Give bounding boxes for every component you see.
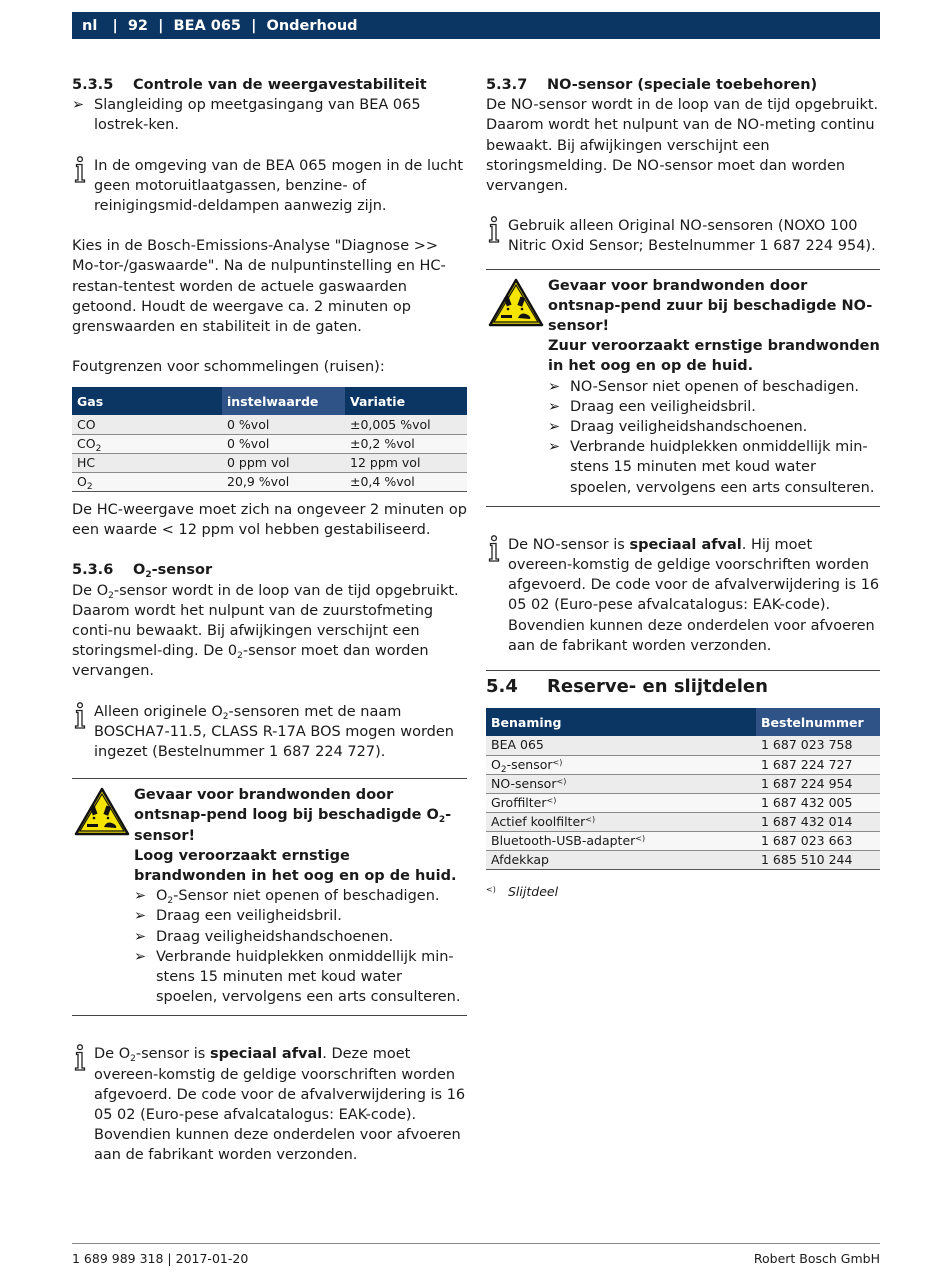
order-number: 1 687 023 758 [756, 736, 880, 755]
column-header: Benaming [486, 708, 756, 736]
section-5-3-7-heading [486, 75, 880, 95]
corrosive-warning-icon [488, 278, 544, 328]
right-column [486, 75, 880, 899]
note-text: In de omgeving van de BEA 065 mogen in de lucht geen motoruitlaatgassen, benzine- of reinigingsmid-deldampen aanwezig zijn. [94, 157, 464, 215]
section-5-4-heading [486, 674, 880, 700]
warning-item: ➢ Draag veiligheidshandschoenen. [134, 927, 467, 947]
arrow-bullet-icon: ➢ [72, 97, 85, 114]
note-text: Alleen originele $O_2$-sensoren met de naam BOSCHA7-11.5, CLASS R-17A BOS mogen worden ingezet (Bestelnummer 1 687 224 727). [94, 703, 454, 760]
table-row: NO-sensor<) 1 687 224 954 [486, 774, 880, 793]
table-row: Groffilter<) 1 687 432 005 [486, 793, 880, 812]
section-number: 5.3.7 [486, 77, 528, 93]
arrow-bullet-icon: ➢ [134, 908, 147, 925]
column-header: instelwaarde [222, 387, 345, 415]
doc-date: 2017-01-20 [175, 1251, 249, 1266]
noise-limits-table [72, 387, 467, 492]
step-item [72, 95, 467, 135]
gas-name: CO [77, 435, 96, 451]
section-5-3-5-heading [72, 75, 467, 95]
arrow-bullet-icon: ➢ [548, 419, 561, 436]
order-number: 1 687 432 014 [756, 812, 880, 831]
info-icon [72, 1044, 88, 1072]
warning-item: ➢ Verbrande huidplekken onmiddellijk min-stens 15 minuten met koud water spoelen, vervolgens een arts consulteren. [134, 948, 461, 1006]
order-number: 1 685 510 244 [756, 850, 880, 869]
table-row: Bluetooth-USB-adapter<) 1 687 023 663 [486, 831, 880, 850]
arrow-bullet-icon: ➢ [134, 888, 147, 905]
section-title: Reserve- en slijtdelen [547, 676, 768, 698]
note-text: Gebruik alleen Original NO-sensoren (NOXO 100 Nitric Oxid Sensor; Bestelnummer 1 687 224 954). [508, 218, 876, 255]
column-header: Variatie [345, 387, 467, 415]
table-row [72, 472, 467, 491]
warning-title: Gevaar voor brandwonden door ontsnap-pend zuur bij beschadigde NO-sensor! [548, 277, 873, 335]
section-5-3-6-heading [72, 560, 467, 580]
section-5-4 [486, 670, 880, 700]
order-number: 1 687 224 954 [756, 774, 880, 793]
footer-company: Robert Bosch GmbH [753, 1251, 880, 1266]
body-paragraph: Kies in de Bosch-Emissions-Analyse "Diagnose >> Mo-tor-/gaswaarde". Na de nulpuntinstelling en HC-restan-tentest worden de actuele gaswaarden getoond. Houdt de weergave ca. 2 minuten op grenswaarden en stabiliteit in de gaten. [72, 238, 446, 336]
table-row: Actief koolfilter<) 1 687 432 014 [486, 812, 880, 831]
warning-box [72, 778, 467, 1016]
order-number: 1 687 224 727 [756, 755, 880, 774]
arrow-bullet-icon: ➢ [548, 439, 561, 456]
note-text: De NO-sensor is speciaal afval. Hij moet overeen-komstig de geldige voorschriften worden afgevoerd. De code voor de afvalverwijdering is 16 05 02 (Euro-pese afvalcatalogus: EAK-code). Bovendien kunnen deze onderdelen voor afvoeren aan de fabrikant worden verzonden. [508, 536, 880, 654]
footnote [486, 884, 880, 899]
arrow-bullet-icon: ➢ [548, 378, 561, 395]
left-column [72, 75, 467, 1166]
gas-subscript: 2 [86, 481, 93, 492]
column-header: Bestelnummer [756, 708, 880, 736]
info-note [486, 535, 880, 656]
page-footer [72, 1251, 880, 1266]
warning-item: ➢ $O_2$-Sensor niet openen of beschadigen. [134, 888, 440, 907]
section-number: 5.3.6 [72, 562, 114, 579]
variation: 12 ppm vol [345, 453, 467, 472]
footnote-text: Slijtdeel [508, 883, 559, 899]
set-value: 0 %vol [222, 434, 345, 453]
info-icon [72, 156, 88, 184]
spare-parts-table [486, 708, 880, 870]
warning-item: ➢ Draag een veiligheidsbril. [548, 397, 880, 417]
arrow-bullet-icon: ➢ [548, 398, 561, 415]
gas-name: HC [77, 454, 96, 470]
header-lang: nl [82, 17, 98, 34]
table-row [72, 434, 467, 453]
variation: ±0,4 %vol [345, 472, 467, 491]
footnote-mark: <) [486, 884, 496, 894]
variation: ±0,2 %vol [345, 434, 467, 453]
table-row: BEA 065 1 687 023 758 [486, 736, 880, 755]
header-product: BEA 065 [173, 17, 242, 34]
warning-item: ➢ Verbrande huidplekken onmiddellijk min-stens 15 minuten met koud water spoelen, vervolgens een arts consulteren. [548, 439, 875, 496]
order-number: 1 687 023 663 [756, 831, 880, 850]
page-header: nl | 92 | BEA 065 | Onderhoud [72, 12, 880, 39]
note-text: De $O_2$-sensor is speciaal afval. Deze moet overeen-komstig de geldige voorschriften worden afgevoerd. De code voor de afvalverwijdering is 16 05 02 (Euro-pese afvalcatalogus: EAK-code). Bovendien kunnen deze onderdelen voor afvoeren aan de fabrikant worden verzonden. [94, 1046, 466, 1164]
warning-item: ➢ Draag een veiligheidsbril. [134, 906, 467, 926]
body-paragraph: De $O_2$-sensor wordt in de loop van de tijd opgebruikt. Daarom wordt het nulpunt van de zuurstofmeting conti-nu bewaakt. Bij afwijkingen verschijnt een storingsmel-ding. De $0_2$-sensor moet dan worden vervangen. [72, 582, 459, 680]
warning-box [486, 269, 880, 507]
body-paragraph: Foutgrenzen voor schommelingen (ruisen): [72, 359, 385, 376]
arrow-bullet-icon: ➢ [134, 948, 147, 965]
info-note [72, 702, 467, 763]
gas-subscript: 2 [95, 443, 102, 454]
table-row: $O_2-sensor^{<)}$ 1 687 224 727 [486, 755, 880, 774]
table-row: Afdekkap 1 685 510 244 [486, 850, 880, 869]
warning-list [134, 886, 467, 1007]
section-number: 5.4 [486, 676, 518, 698]
info-note [72, 156, 467, 217]
section-title: NO-sensor (speciale toebehoren) [547, 77, 818, 93]
info-icon [72, 702, 88, 730]
warning-item: ➢ Draag veiligheidshandschoenen. [548, 417, 880, 437]
step-text: Slangleiding op meetgasingang van BEA 065 lostrek-ken. [94, 97, 421, 134]
warning-text: Loog veroorzaakt ernstige brandwonden in het oog en op de huid. [134, 847, 457, 884]
gas-name: CO [77, 416, 96, 432]
section-title: $O_2$-sensor [133, 562, 213, 581]
step-list [72, 95, 467, 135]
warning-list [548, 377, 880, 498]
header-section: Onderhoud [266, 17, 358, 34]
variation: ±0,005 %vol [345, 415, 467, 434]
gas-name: O [77, 473, 87, 489]
warning-item: ➢ NO-Sensor niet openen of beschadigen. [548, 377, 880, 397]
order-number: 1 687 432 005 [756, 793, 880, 812]
warning-text: Zuur veroorzaakt ernstige brandwonden in het oog en op de huid. [548, 338, 880, 375]
section-number: 5.3.5 [72, 77, 114, 93]
info-icon [486, 535, 502, 563]
info-note [72, 1044, 467, 1165]
set-value: 20,9 %vol [222, 472, 345, 491]
set-value: 0 %vol [222, 415, 345, 434]
info-note [486, 216, 880, 256]
table-row [72, 415, 467, 434]
body-paragraph: De HC-weergave moet zich na ongeveer 2 minuten op een waarde < 12 ppm vol hebben gestabiliseerd. [72, 501, 467, 539]
info-icon [486, 216, 502, 244]
warning-title: Gevaar voor brandwonden door ontsnap-pend loog bij beschadigde $O_2$-sensor! [134, 787, 452, 844]
set-value: 0 ppm vol [222, 453, 345, 472]
doc-number: 1 689 989 318 [72, 1251, 164, 1266]
header-page-number: 92 [127, 17, 149, 34]
footer-divider [72, 1243, 880, 1244]
column-header: Gas [72, 387, 222, 415]
section-title: Controle van de weergavestabiliteit [133, 77, 427, 93]
arrow-bullet-icon: ➢ [134, 928, 147, 945]
table-row [72, 453, 467, 472]
corrosive-warning-icon [74, 787, 130, 837]
footer-doc-info: 1 689 989 318 | 2017-01-20 [72, 1251, 249, 1266]
body-paragraph: De NO-sensor wordt in de loop van de tijd opgebruikt. Daarom wordt het nulpunt van de NO-meting continu bewaakt. Bij afwijkingen verschijnt een storingsmelding. De NO-sensor moet dan worden vervangen. [486, 97, 879, 195]
